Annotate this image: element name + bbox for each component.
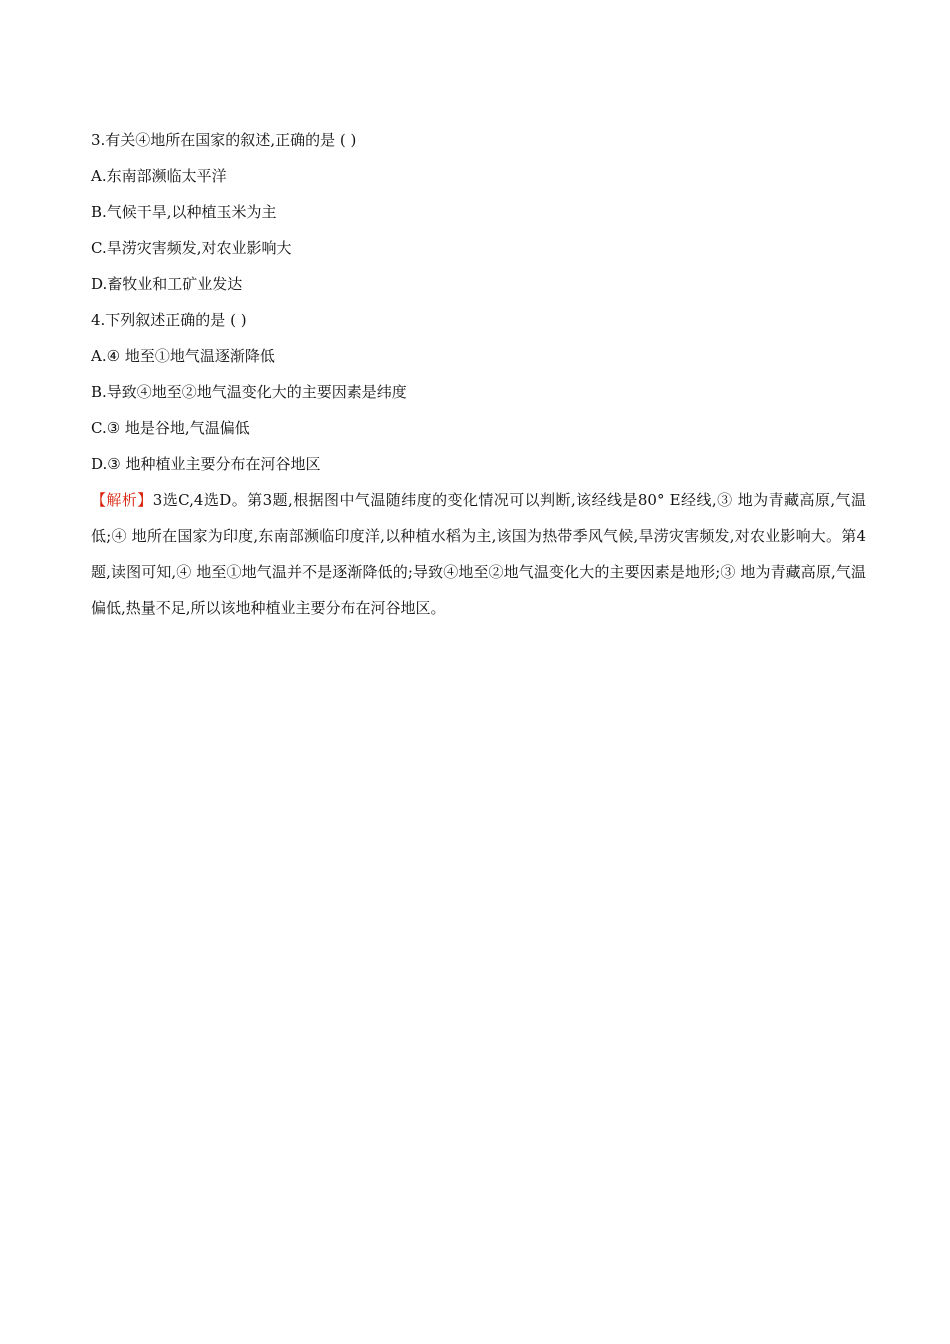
question-3-option-a: A.东南部濒临太平洋 xyxy=(91,167,227,185)
analysis-label: 【解析】 xyxy=(91,491,153,509)
question-4-option-b: B.导致④地至②地气温变化大的主要因素是纬度 xyxy=(91,383,407,401)
question-3-stem: 3.有关④地所在国家的叙述,正确的是 ( ) xyxy=(91,131,357,149)
question-4-option-d: D.③ 地种植业主要分布在河谷地区 xyxy=(91,455,321,473)
question-4-option-c: C.③ 地是谷地,气温偏低 xyxy=(91,419,250,437)
question-4-stem: 4.下列叙述正确的是 ( ) xyxy=(91,311,247,329)
question-3-option-b: B.气候干旱,以种植玉米为主 xyxy=(91,203,277,221)
question-3-option-d: D.畜牧业和工矿业发达 xyxy=(91,275,243,293)
analysis-paragraph xyxy=(91,482,866,626)
analysis-text: 3选C,4选D。第3题,根据图中气温随纬度的变化情况可以判断,该经线是80° E经线,③ 地为青藏高原,气温低;④ 地所在国家为印度,东南部濒临印度洋,以种植水稻为主,该国为热带季风气候,旱涝灾害频发,对农业影响大。第4题,读图可知,④ 地至①地气温并不是逐渐降低的;导致④地至②地气温变化大的主要因素是地形;③ 地为青藏高原,气温偏低,热量不足,所以该地种植业主要分布在河谷地区。 xyxy=(91,491,866,617)
question-content xyxy=(91,122,866,626)
question-4-option-a: A.④ 地至①地气温逐渐降低 xyxy=(91,347,275,365)
question-3-option-c: C.旱涝灾害频发,对农业影响大 xyxy=(91,239,292,257)
